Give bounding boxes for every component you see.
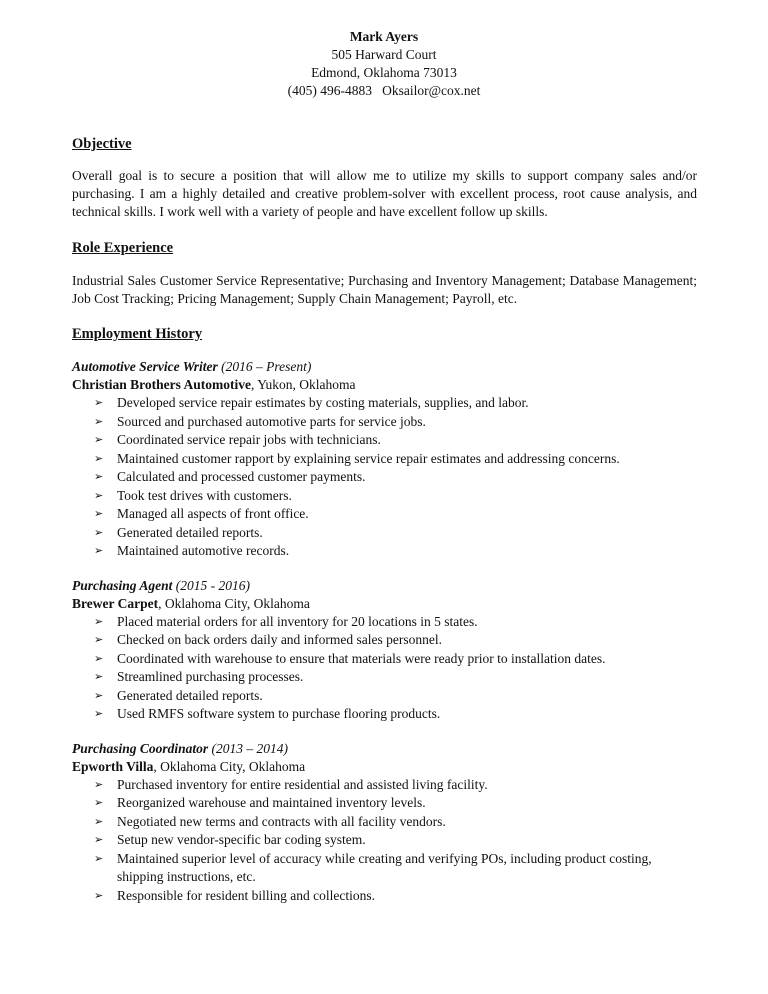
right-arrow-icon: ➢ bbox=[94, 470, 104, 483]
objective-section bbox=[72, 134, 697, 221]
contact-header bbox=[0, 28, 768, 100]
duty-item bbox=[72, 705, 697, 724]
right-arrow-icon: ➢ bbox=[94, 833, 104, 846]
right-arrow-icon: ➢ bbox=[94, 670, 104, 683]
duty-item bbox=[72, 776, 697, 795]
duty-item bbox=[72, 394, 697, 413]
duty-text: Maintained customer rapport by explaining service repair estimates and addressing concerns. bbox=[117, 450, 620, 466]
duty-text: Maintained automotive records. bbox=[117, 543, 290, 558]
job-entry bbox=[72, 358, 697, 561]
duty-item bbox=[72, 505, 697, 524]
employer-line bbox=[72, 758, 697, 776]
right-arrow-icon: ➢ bbox=[94, 433, 104, 446]
employer-location: , Oklahoma City, Oklahoma bbox=[153, 758, 306, 774]
duty-item bbox=[72, 542, 697, 561]
duty-text: Placed material orders for all inventory for 20 locations in 5 states. bbox=[117, 613, 478, 629]
right-arrow-icon: ➢ bbox=[94, 396, 104, 409]
job-title-line bbox=[72, 577, 697, 595]
right-arrow-icon: ➢ bbox=[94, 414, 104, 428]
job-entry bbox=[72, 577, 697, 724]
duty-text: Reorganized warehouse and maintained inventory levels. bbox=[117, 795, 426, 810]
employer-location: , Yukon, Oklahoma bbox=[251, 377, 356, 392]
right-arrow-icon: ➢ bbox=[94, 651, 104, 665]
job-title-line bbox=[72, 740, 697, 758]
right-arrow-icon: ➢ bbox=[94, 814, 104, 828]
duty-text: Setup new vendor-specific bar coding system. bbox=[117, 832, 366, 847]
job-role: Automotive Service Writer bbox=[72, 359, 218, 374]
duty-item bbox=[72, 413, 697, 432]
employer-name: Brewer Carpet bbox=[72, 595, 159, 611]
job-role: Purchasing Agent bbox=[72, 577, 173, 593]
duty-item bbox=[72, 450, 697, 469]
employer-name: Christian Brothers Automotive bbox=[72, 377, 251, 392]
role-experience-text: Industrial Sales Customer Service Representative; Purchasing and Inventory Management; Database Management; Job Cost Tracking; Pricing Management; Supply Chain Management; Payroll, etc. bbox=[72, 273, 697, 306]
duty-text: Coordinated with warehouse to ensure that materials were ready prior to installation dates. bbox=[117, 650, 606, 666]
employer-line bbox=[72, 595, 697, 613]
duty-item bbox=[72, 524, 697, 543]
duty-item bbox=[72, 794, 697, 813]
duty-text: Checked on back orders daily and informed sales personnel. bbox=[117, 632, 443, 647]
duty-list bbox=[72, 776, 697, 906]
city-state-zip: Edmond, Oklahoma 73013 bbox=[311, 65, 457, 80]
duty-text: Calculated and processed customer payments. bbox=[117, 469, 366, 484]
duty-text: Purchased inventory for entire residential and assisted living facility. bbox=[117, 776, 488, 792]
duty-item bbox=[72, 850, 697, 887]
duty-item bbox=[72, 613, 697, 632]
right-arrow-icon: ➢ bbox=[94, 488, 104, 502]
right-arrow-icon: ➢ bbox=[94, 777, 104, 791]
right-arrow-icon: ➢ bbox=[94, 851, 104, 865]
duty-list bbox=[72, 613, 697, 724]
duty-text: Developed service repair estimates by costing materials, supplies, and labor. bbox=[117, 395, 529, 410]
objective-text: Overall goal is to secure a position that will allow me to utilize my skills to support company sales and/or purchasing. I am a highly detailed and creative problem-solver with excellent process, root cause analysis, and technical skills. I work well with a variety of people and have excellent follow up skills. bbox=[72, 168, 697, 219]
duty-text: Took test drives with customers. bbox=[117, 487, 292, 503]
employer-name: Epworth Villa bbox=[72, 758, 154, 774]
duty-item bbox=[72, 668, 697, 687]
duty-text: Used RMFS software system to purchase flooring products. bbox=[117, 706, 441, 721]
duty-item bbox=[72, 631, 697, 650]
phone-email: (405) 496-4883 Oksailor@cox.net bbox=[287, 83, 481, 98]
street-address: 505 Harward Court bbox=[331, 47, 437, 62]
employer-location: , Oklahoma City, Oklahoma bbox=[158, 595, 310, 611]
job-dates: (2013 – 2014) bbox=[211, 740, 289, 756]
employment-history-section bbox=[72, 324, 697, 905]
duty-item bbox=[72, 431, 697, 450]
duty-text: Coordinated service repair jobs with technicians. bbox=[117, 432, 381, 447]
role-experience-section bbox=[72, 238, 697, 308]
duty-text: Managed all aspects of front office. bbox=[117, 506, 309, 521]
job-title-line bbox=[72, 358, 697, 376]
objective-heading: Objective bbox=[72, 136, 132, 152]
right-arrow-icon: ➢ bbox=[94, 507, 104, 520]
duty-item bbox=[72, 650, 697, 669]
right-arrow-icon: ➢ bbox=[94, 888, 104, 902]
duty-list bbox=[72, 394, 697, 561]
duty-text: Sourced and purchased automotive parts for service jobs. bbox=[117, 413, 426, 429]
job-dates: (2015 - 2016) bbox=[175, 577, 251, 593]
role-experience-heading: Role Experience bbox=[72, 240, 174, 256]
duty-item bbox=[72, 887, 697, 906]
duty-text: Maintained superior level of accuracy while creating and verifying POs, including product costing, shipping instructions, etc. bbox=[117, 850, 652, 884]
right-arrow-icon: ➢ bbox=[94, 707, 104, 720]
duty-text: Negotiated new terms and contracts with all facility vendors. bbox=[117, 813, 446, 829]
employment-history-heading: Employment History bbox=[72, 326, 203, 342]
job-list bbox=[72, 358, 697, 905]
right-arrow-icon: ➢ bbox=[94, 796, 104, 809]
right-arrow-icon: ➢ bbox=[94, 688, 104, 702]
job-dates: (2016 – Present) bbox=[221, 359, 312, 374]
duty-item bbox=[72, 687, 697, 706]
resume-body bbox=[72, 134, 697, 921]
right-arrow-icon: ➢ bbox=[94, 614, 104, 628]
duty-item bbox=[72, 487, 697, 506]
duty-item bbox=[72, 813, 697, 832]
employer-line bbox=[72, 376, 697, 394]
duty-text: Responsible for resident billing and collections. bbox=[117, 887, 375, 903]
candidate-name: Mark Ayers bbox=[349, 29, 419, 44]
right-arrow-icon: ➢ bbox=[94, 544, 104, 557]
duty-text: Generated detailed reports. bbox=[117, 687, 263, 703]
job-role: Purchasing Coordinator bbox=[72, 740, 209, 756]
right-arrow-icon: ➢ bbox=[94, 451, 104, 465]
right-arrow-icon: ➢ bbox=[94, 633, 104, 646]
job-entry bbox=[72, 740, 697, 906]
duty-item bbox=[72, 831, 697, 850]
duty-text: Streamlined purchasing processes. bbox=[117, 669, 304, 684]
duty-text: Generated detailed reports. bbox=[117, 524, 263, 540]
duty-item bbox=[72, 468, 697, 487]
right-arrow-icon: ➢ bbox=[94, 525, 104, 539]
